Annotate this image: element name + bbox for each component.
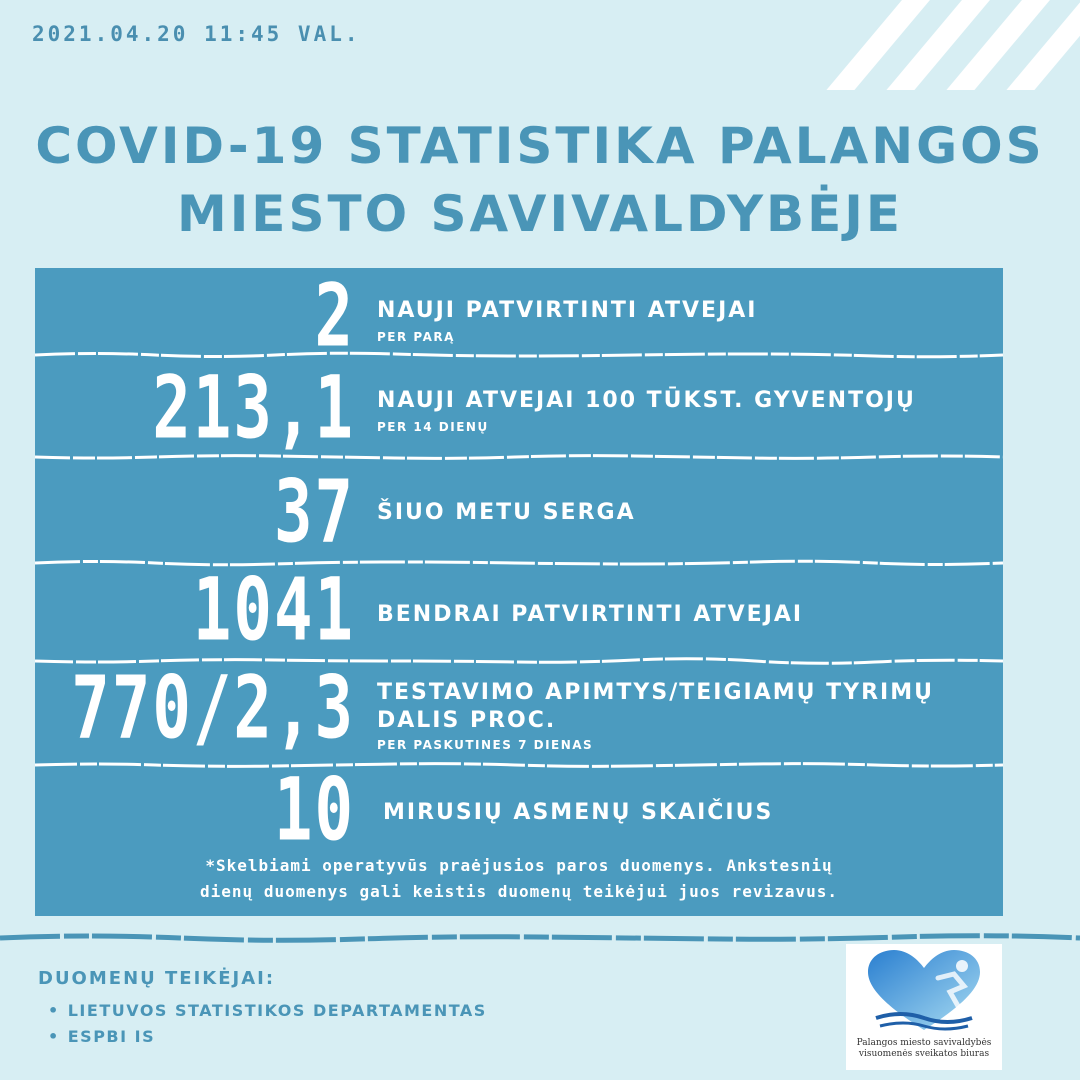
- provider-item: • LIETUVOS STATISTIKOS DEPARTAMENTAS: [48, 998, 487, 1024]
- row-divider: [35, 452, 1003, 462]
- organization-logo: [846, 944, 1002, 1070]
- logo-caption: [846, 1038, 1002, 1060]
- page-title: [0, 112, 1080, 248]
- stat-label: NAUJI ATVEJAI 100 TŪKST. GYVENTOJŲ: [377, 388, 916, 413]
- stat-label: NAUJI PATVIRTINTI ATVEJAI: [377, 298, 758, 323]
- stat-value: 2: [314, 267, 355, 367]
- footnote: [35, 853, 1003, 905]
- timestamp: 2021.04.20 11:45 VAL.: [32, 22, 361, 46]
- corner-stripes-decoration: [820, 0, 1080, 90]
- title-line-2: MIESTO SAVIVALDYBĖJE: [176, 185, 904, 243]
- stat-label: BENDRAI PATVIRTINTI ATVEJAI: [377, 602, 804, 627]
- stat-value: 770/2,3: [71, 659, 355, 759]
- stat-sublabel: PER 14 DIENŲ: [377, 420, 489, 434]
- logo-caption-line-2: visuomenės sveikatos biuras: [858, 1049, 990, 1059]
- providers-heading: DUOMENŲ TEIKĖJAI:: [38, 968, 276, 989]
- provider-item: • ESPBI IS: [48, 1024, 487, 1050]
- providers-list: [48, 998, 487, 1050]
- stat-sublabel: PER PARĄ: [377, 330, 455, 344]
- stat-label-line-1: TESTAVIMO APIMTYS/TEIGIAMŲ TYRIMŲ: [377, 680, 934, 705]
- stat-value: 213,1: [152, 359, 355, 459]
- logo-caption-line-1: Palangos miesto savivaldybės: [856, 1038, 992, 1048]
- row-divider: [35, 558, 1003, 568]
- row-divider: [35, 760, 1003, 770]
- stat-value: 1041: [192, 561, 355, 661]
- stats-panel: [35, 268, 1003, 916]
- title-line-1: COVID-19 STATISTIKA PALANGOS: [35, 117, 1045, 175]
- stat-value: 37: [273, 463, 355, 563]
- stat-label-line-2: DALIS PROC.: [377, 708, 557, 733]
- footnote-line-2: dienų duomenys gali keistis duomenų teikėjui juos revizavus.: [200, 882, 838, 901]
- stat-value: 10: [273, 761, 355, 861]
- stat-label: MIRUSIŲ ASMENŲ SKAIČIUS: [383, 800, 774, 825]
- footnote-line-1: *Skelbiami operatyvūs praėjusios paros duomenys. Ankstesnių: [205, 856, 833, 875]
- stat-sublabel: PER PASKUTINES 7 DIENAS: [377, 738, 594, 752]
- heart-runner-icon: [846, 944, 1002, 1038]
- stat-label: ŠIUO METU SERGA: [377, 500, 636, 525]
